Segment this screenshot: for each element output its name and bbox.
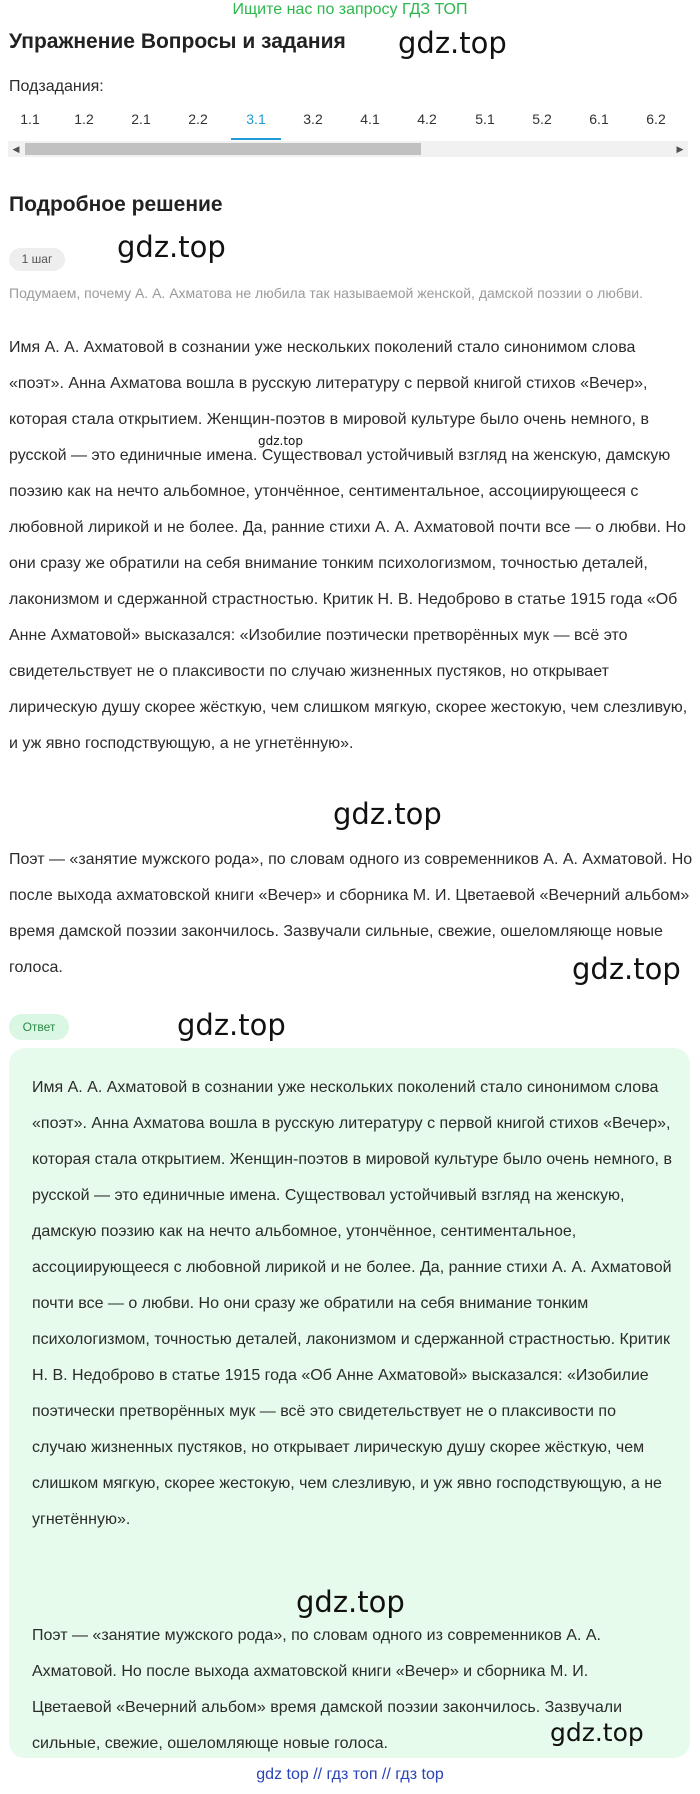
solution-text (9, 330, 693, 762)
active-tab-indicator (231, 138, 281, 140)
tab-5-2[interactable]: 5.2 (532, 111, 552, 127)
tab-2-2[interactable]: 2.2 (188, 111, 208, 127)
tab-1-2[interactable]: 1.2 (74, 111, 94, 127)
tab-3-2[interactable]: 3.2 (303, 111, 323, 127)
footer-links[interactable]: gdz top // гдз топ // гдз top (256, 1766, 444, 1783)
tab-1-1[interactable]: 1.1 (20, 111, 40, 127)
solution-heading: Подробное решение (9, 193, 223, 216)
watermark: gdz.top (296, 1585, 405, 1619)
subtask-tabs (0, 105, 700, 141)
search-banner: Ищите нас по запросу ГДЗ ТОП (232, 1, 468, 18)
scroll-thumb[interactable] (25, 143, 421, 155)
tab-3-1[interactable]: 3.1 (246, 111, 266, 127)
watermark: gdz.top (572, 952, 681, 986)
subtasks-label: Подзадания: (9, 78, 104, 95)
answer-paragraph: Имя А. А. Ахматовой в сознании уже нескольких поколений стало синонимом слова «поэт». Анна Ахматова вошла в русскую литературу с первой книгой стихов «Вечер», которая стала открытием. Женщин-поэтов в мировой культуре было очень немного, в русской — это единичные имена. Существовал устойчивый взгляд на женскую, дамскую поэзию как на нечто альбомное, утончённое, сентиментальное, ассоциирующееся с любовной лирикой и не более. Да, ранние стихи А. А. Ахматовой почти все — о любви. Но они сразу же обратили на себя внимание тонким психологизмом, точностью деталей, лаконизмом и сдержанной страстностью. Критик Н. В. Недоброво в статье 1915 года «Об Анне Ахматовой» высказался: «Изобилие поэтически претворённых мук — всё это свидетельствует не о плаксивости по случаю жизненных пустяков, но открывает лирическую душу скорее жёсткую, чем слишком мягкую, скорее жестокую, чем слезливую, и уж явно господствующую, а не угнетённую». (32, 1079, 672, 1528)
watermark: gdz.top (258, 434, 304, 448)
answer-badge: Ответ (9, 1014, 69, 1040)
watermark: gdz.top (117, 230, 226, 264)
answer-text (32, 1070, 672, 1538)
tab-4-1[interactable]: 4.1 (360, 111, 380, 127)
tabs-scrollbar[interactable] (8, 141, 688, 157)
solution-paragraph: Поэт — «занятие мужского рода», по словам одного из современников А. А. Ахматовой. Но после выхода ахматовской книги «Вечер» и сборника М. И. Цветаевой «Вечерний альбом» время дамской поэзии закончилось. Зазвучали сильные, свежие, ошеломляюще новые голоса. (9, 851, 693, 976)
tab-4-2[interactable]: 4.2 (417, 111, 437, 127)
step-badge: 1 шаг (9, 248, 65, 271)
tab-6-1[interactable]: 6.1 (589, 111, 609, 127)
watermark: gdz.top (177, 1008, 286, 1042)
tab-5-1[interactable]: 5.1 (475, 111, 495, 127)
page-title: Упражнение Вопросы и задания (9, 30, 346, 53)
watermark: gdz.top (550, 1718, 644, 1747)
tab-2-1[interactable]: 2.1 (131, 111, 151, 127)
step-hint: Подумаем, почему А. А. Ахматова не любила так называемой женской, дамской поэзии о любви. (9, 285, 643, 301)
watermark: gdz.top (398, 26, 507, 60)
watermark: gdz.top (333, 797, 442, 831)
scroll-right-icon[interactable]: ▶ (676, 144, 684, 154)
tab-6-2[interactable]: 6.2 (646, 111, 666, 127)
solution-paragraph: Имя А. А. Ахматовой в сознании уже нескольких поколений стало синонимом слова «поэт». Анна Ахматова вошла в русскую литературу с первой книгой стихов «Вечер», которая стала открытием. Женщин-поэтов в мировой культуре было очень немного, в русской — это единичные имена. Существовал устойчивый взгляд на женскую, дамскую поэзию как на нечто альбомное, утончённое, сентиментальное, ассоциирующееся с любовной лирикой и не более. Да, ранние стихи А. А. Ахматовой почти все — о любви. Но они сразу же обратили на себя внимание тонким психологизмом, точностью деталей, лаконизмом и сдержанной страстностью. Критик Н. В. Недоброво в статье 1915 года «Об Анне Ахматовой» высказался: «Изобилие поэтически претворённых мук — всё это свидетельствует не о плаксивости по случаю жизненных пустяков, но открывает лирическую душу скорее жёсткую, чем слишком мягкую, скорее жестокую, чем слезливую, и уж явно господствующую, а не угнетённую». (9, 339, 688, 752)
answer-paragraph: Поэт — «занятие мужского рода», по словам одного из современников А. А. Ахматовой. Но после выхода ахматовской книги «Вечер» и сборника М. И. Цветаевой «Вечерний альбом» время дамской поэзии закончилось. Зазвучали сильные, свежие, ошеломляюще новые голоса. (32, 1627, 623, 1752)
scroll-left-icon[interactable]: ◀ (12, 144, 20, 154)
